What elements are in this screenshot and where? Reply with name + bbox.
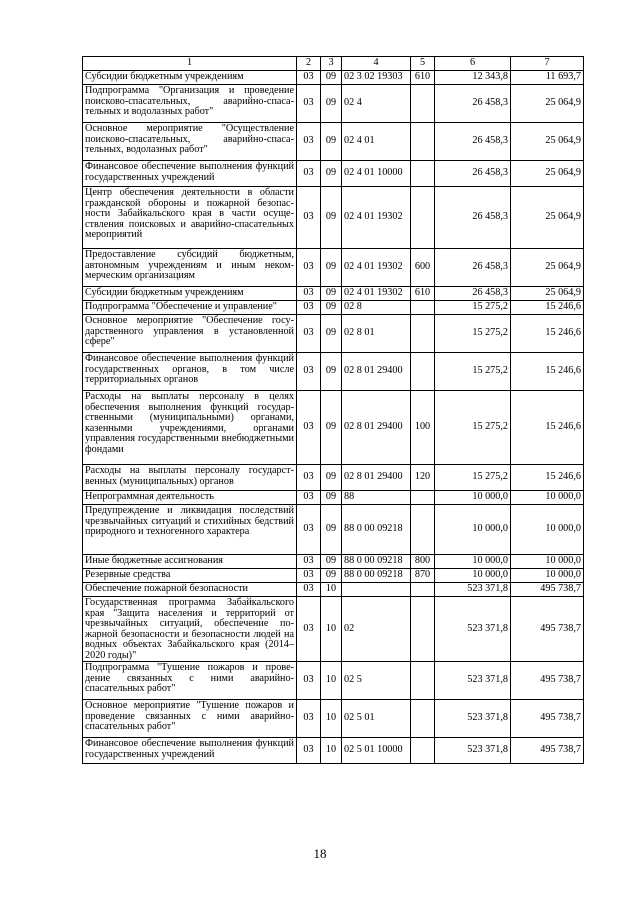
target-article-cell: 02 8 01 29400 — [342, 391, 411, 465]
expense-type-cell: 800 — [411, 555, 435, 569]
header-cell-4: 4 — [342, 57, 411, 71]
section-cell: 03 — [297, 465, 321, 491]
target-article-cell: 02 4 01 19302 — [342, 287, 411, 301]
amount-col6-cell: 15 275,2 — [435, 391, 511, 465]
amount-col7-cell: 10 000,0 — [511, 555, 584, 569]
target-article-cell: 88 0 00 09218 — [342, 569, 411, 583]
amount-col7-cell: 495 738,7 — [511, 738, 584, 764]
description-cell: Финансовое обеспечение выполнения функций государственных органов, в том числе территориальных органов — [83, 353, 297, 391]
description-cell: Финансовое обеспечение выполнения функций государственных учреждений — [83, 738, 297, 764]
expense-type-cell — [411, 85, 435, 123]
expense-type-cell — [411, 301, 435, 315]
description-cell: Подпрограмма "Обеспечение и управление" — [83, 301, 297, 315]
subsection-cell: 09 — [321, 505, 342, 555]
target-article-cell: 02 8 01 29400 — [342, 353, 411, 391]
header-cell-7: 7 — [511, 57, 584, 71]
expense-type-cell: 120 — [411, 465, 435, 491]
table-row — [83, 465, 584, 491]
table-row — [83, 700, 584, 738]
amount-col6-cell: 26 458,3 — [435, 287, 511, 301]
amount-col6-cell: 523 371,8 — [435, 738, 511, 764]
section-cell: 03 — [297, 315, 321, 353]
description-cell: Центр обеспечения деятельности в области гражданской обороны и пожарной безопасности Забайкальского края в части осуществления поисковых и аварийно-спасательных мероприятий — [83, 187, 297, 249]
description-cell: Предупреждение и ликвидация последствий чрезвычайных ситуаций и стихийных бедствий природного и техногенного характера — [83, 505, 297, 555]
section-cell: 03 — [297, 569, 321, 583]
section-cell: 03 — [297, 301, 321, 315]
target-article-cell: 02 4 01 19302 — [342, 249, 411, 287]
table-row — [83, 555, 584, 569]
description-cell: Предоставление субсидий бюджетным, автономным учреждениям и иным некоммерческим организациям — [83, 249, 297, 287]
amount-col7-cell: 495 738,7 — [511, 583, 584, 597]
header-cell-1: 1 — [83, 57, 297, 71]
subsection-cell: 09 — [321, 491, 342, 505]
section-cell: 03 — [297, 161, 321, 187]
expense-type-cell: 870 — [411, 569, 435, 583]
expense-type-cell — [411, 491, 435, 505]
section-cell: 03 — [297, 738, 321, 764]
amount-col6-cell: 15 275,2 — [435, 315, 511, 353]
amount-col7-cell: 495 738,7 — [511, 700, 584, 738]
subsection-cell: 09 — [321, 123, 342, 161]
amount-col6-cell: 26 458,3 — [435, 187, 511, 249]
header-row — [83, 57, 584, 71]
amount-col7-cell: 15 246,6 — [511, 301, 584, 315]
section-cell: 03 — [297, 700, 321, 738]
target-article-cell: 02 4 — [342, 85, 411, 123]
section-cell: 03 — [297, 597, 321, 662]
description-cell: Субсидии бюджетным учреждениям — [83, 287, 297, 301]
amount-col7-cell: 15 246,6 — [511, 353, 584, 391]
expense-type-cell — [411, 353, 435, 391]
section-cell: 03 — [297, 71, 321, 85]
amount-col7-cell: 25 064,9 — [511, 161, 584, 187]
subsection-cell: 09 — [321, 85, 342, 123]
subsection-cell: 09 — [321, 287, 342, 301]
table-row — [83, 738, 584, 764]
amount-col6-cell: 26 458,3 — [435, 249, 511, 287]
subsection-cell: 10 — [321, 583, 342, 597]
table-row — [83, 662, 584, 700]
expense-type-cell — [411, 187, 435, 249]
target-article-cell: 02 5 01 10000 — [342, 738, 411, 764]
description-cell: Иные бюджетные ассигнования — [83, 555, 297, 569]
target-article-cell: 02 8 01 29400 — [342, 465, 411, 491]
subsection-cell: 09 — [321, 315, 342, 353]
amount-col6-cell: 15 275,2 — [435, 301, 511, 315]
expense-type-cell — [411, 738, 435, 764]
table-row — [83, 491, 584, 505]
expense-type-cell: 610 — [411, 287, 435, 301]
amount-col6-cell: 523 371,8 — [435, 597, 511, 662]
amount-col6-cell: 10 000,0 — [435, 491, 511, 505]
description-cell: Финансовое обеспечение выполнения функций государственных учреждений — [83, 161, 297, 187]
table-row — [83, 505, 584, 555]
table-row — [83, 315, 584, 353]
header-cell-6: 6 — [435, 57, 511, 71]
section-cell: 03 — [297, 287, 321, 301]
description-cell: Непрограммная деятельность — [83, 491, 297, 505]
expense-type-cell — [411, 597, 435, 662]
section-cell: 03 — [297, 353, 321, 391]
description-cell: Основное мероприятие "Тушение пожаров и проведение связанных с ними аварийно-спасательных работ" — [83, 700, 297, 738]
target-article-cell: 02 3 02 19303 — [342, 71, 411, 85]
section-cell: 03 — [297, 85, 321, 123]
table-row — [83, 597, 584, 662]
table-row — [83, 353, 584, 391]
target-article-cell: 02 4 01 19302 — [342, 187, 411, 249]
subsection-cell: 09 — [321, 465, 342, 491]
amount-col7-cell: 15 246,6 — [511, 465, 584, 491]
subsection-cell: 10 — [321, 597, 342, 662]
amount-col7-cell: 15 246,6 — [511, 391, 584, 465]
description-cell: Субсидии бюджетным учреждениям — [83, 71, 297, 85]
expense-type-cell: 100 — [411, 391, 435, 465]
target-article-cell: 88 0 00 09218 — [342, 555, 411, 569]
amount-col7-cell: 10 000,0 — [511, 569, 584, 583]
expense-type-cell — [411, 583, 435, 597]
header-cell-3: 3 — [321, 57, 342, 71]
amount-col7-cell: 25 064,9 — [511, 85, 584, 123]
section-cell: 03 — [297, 583, 321, 597]
amount-col7-cell: 495 738,7 — [511, 662, 584, 700]
target-article-cell: 88 — [342, 491, 411, 505]
expense-type-cell — [411, 700, 435, 738]
expense-type-cell — [411, 123, 435, 161]
target-article-cell: 02 4 01 10000 — [342, 161, 411, 187]
section-cell: 03 — [297, 662, 321, 700]
amount-col7-cell: 25 064,9 — [511, 249, 584, 287]
table-row — [83, 301, 584, 315]
description-cell: Резервные средства — [83, 569, 297, 583]
header-cell-5: 5 — [411, 57, 435, 71]
section-cell: 03 — [297, 391, 321, 465]
amount-col6-cell: 15 275,2 — [435, 465, 511, 491]
section-cell: 03 — [297, 505, 321, 555]
table-row — [83, 187, 584, 249]
target-article-cell — [342, 583, 411, 597]
subsection-cell: 09 — [321, 161, 342, 187]
subsection-cell: 09 — [321, 71, 342, 85]
subsection-cell: 09 — [321, 187, 342, 249]
table-row — [83, 391, 584, 465]
amount-col6-cell: 15 275,2 — [435, 353, 511, 391]
table-row — [83, 287, 584, 301]
table-row — [83, 583, 584, 597]
expense-type-cell — [411, 161, 435, 187]
expense-type-cell: 600 — [411, 249, 435, 287]
amount-col7-cell: 11 693,7 — [511, 71, 584, 85]
section-cell: 03 — [297, 555, 321, 569]
header-cell-2: 2 — [297, 57, 321, 71]
amount-col6-cell: 523 371,8 — [435, 662, 511, 700]
description-cell: Подпрограмма "Тушение пожаров и проведение связанных с ними аварийно-спасательных работ" — [83, 662, 297, 700]
section-cell: 03 — [297, 249, 321, 287]
description-cell: Расходы на выплаты персоналу государственных (муниципальных) органов — [83, 465, 297, 491]
subsection-cell: 10 — [321, 738, 342, 764]
description-cell: Расходы на выплаты персоналу в целях обеспечения выполнения функций государственными (муниципальными) органами, казенными учреждениями, органами управления государственными внебюджетными фондами — [83, 391, 297, 465]
section-cell: 03 — [297, 123, 321, 161]
amount-col7-cell: 495 738,7 — [511, 597, 584, 662]
expense-type-cell — [411, 505, 435, 555]
table-row — [83, 123, 584, 161]
description-cell: Основное мероприятие "Обеспечение государственного управления в установленной сфере" — [83, 315, 297, 353]
budget-table — [82, 56, 584, 764]
description-cell: Государственная программа Забайкальского края "Защита населения и территорий от чрезвычайных ситуаций, обеспечение пожарной безопасности и безопасности людей на водных объектах Забайкальского края (2014–2020 годы)" — [83, 597, 297, 662]
description-cell: Обеспечение пожарной безопасности — [83, 583, 297, 597]
expense-type-cell: 610 — [411, 71, 435, 85]
amount-col6-cell: 10 000,0 — [435, 505, 511, 555]
target-article-cell: 88 0 00 09218 — [342, 505, 411, 555]
page-number: 18 — [313, 846, 327, 861]
amount-col6-cell: 26 458,3 — [435, 123, 511, 161]
amount-col6-cell: 523 371,8 — [435, 700, 511, 738]
target-article-cell: 02 5 — [342, 662, 411, 700]
amount-col7-cell: 10 000,0 — [511, 505, 584, 555]
amount-col7-cell: 25 064,9 — [511, 187, 584, 249]
amount-col7-cell: 15 246,6 — [511, 315, 584, 353]
subsection-cell: 10 — [321, 662, 342, 700]
subsection-cell: 09 — [321, 353, 342, 391]
amount-col6-cell: 10 000,0 — [435, 569, 511, 583]
subsection-cell: 10 — [321, 700, 342, 738]
expense-type-cell — [411, 315, 435, 353]
table-row — [83, 569, 584, 583]
table-row — [83, 71, 584, 85]
subsection-cell: 09 — [321, 569, 342, 583]
subsection-cell: 09 — [321, 249, 342, 287]
target-article-cell: 02 8 01 — [342, 315, 411, 353]
amount-col7-cell: 25 064,9 — [511, 123, 584, 161]
table-row — [83, 249, 584, 287]
target-article-cell: 02 5 01 — [342, 700, 411, 738]
amount-col6-cell: 26 458,3 — [435, 85, 511, 123]
amount-col6-cell: 10 000,0 — [435, 555, 511, 569]
amount-col7-cell: 25 064,9 — [511, 287, 584, 301]
amount-col6-cell: 12 343,8 — [435, 71, 511, 85]
description-cell: Основное мероприятие "Осуществление поисково-спасательных, аварийно-спасательных, водолазных работ" — [83, 123, 297, 161]
subsection-cell: 09 — [321, 555, 342, 569]
subsection-cell: 09 — [321, 391, 342, 465]
target-article-cell: 02 — [342, 597, 411, 662]
amount-col6-cell: 523 371,8 — [435, 583, 511, 597]
section-cell: 03 — [297, 187, 321, 249]
table-row — [83, 161, 584, 187]
amount-col6-cell: 26 458,3 — [435, 161, 511, 187]
target-article-cell: 02 4 01 — [342, 123, 411, 161]
table-row — [83, 85, 584, 123]
subsection-cell: 09 — [321, 301, 342, 315]
section-cell: 03 — [297, 491, 321, 505]
description-cell: Подпрограмма "Организация и проведение поисково-спасательных, аварийно-спасательных и водолазных работ" — [83, 85, 297, 123]
target-article-cell: 02 8 — [342, 301, 411, 315]
expense-type-cell — [411, 662, 435, 700]
amount-col7-cell: 10 000,0 — [511, 491, 584, 505]
